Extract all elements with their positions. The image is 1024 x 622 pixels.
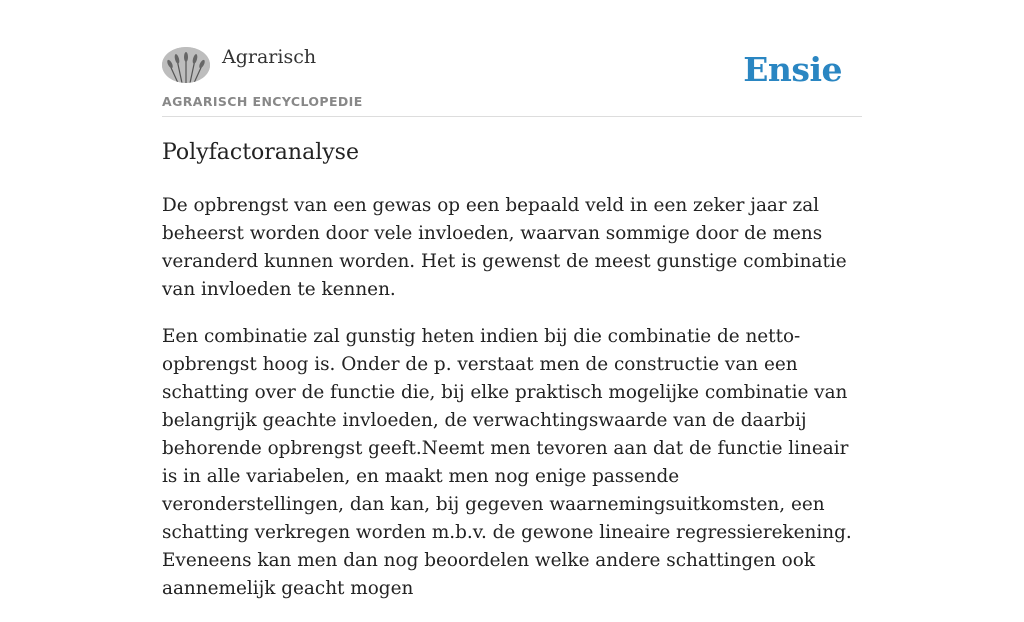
paragraph: De opbrengst van een gewas op een bepaald veld in een zeker jaar zal beheerst worden door vele invloeden, waarvan sommige door de mens veranderd kunnen worden. Het is gewenst de meest gunstige combinatie van invloeden te kennen. [162, 195, 847, 300]
paragraph: Een combinatie zal gunstig heten indien bij die combinatie de netto-opbrengst hoog is. Onder de p. verstaat men de constructie van een schatting over de functie die, bij elke praktisch mogelijke combinatie van belangrijk geachte invloeden, de verwachtingswaarde van de daarbij behorende opbrengst geeft.Neemt men tevoren aan dat de functie lineair is in alle variabelen, en maakt men nog enige passende veronderstellingen, dan kan, bij gegeven waarnemingsuitkomsten, een schatting verkregen worden m.b.v. de gewone lineaire regressierekening. Eveneens kan men dan nog beoordelen welke andere schattingen ook aannemelijk geacht mogen [162, 326, 852, 599]
category-title[interactable]: Agrarisch [222, 46, 317, 68]
wheat-icon[interactable] [162, 47, 210, 83]
header [162, 0, 862, 117]
brand-logo[interactable]: Ensie [743, 50, 842, 89]
encyclopedia-label[interactable]: AGRARISCH ENCYCLOPEDIE [162, 94, 363, 109]
article-title: Polyfactoranalyse [162, 140, 359, 165]
page [162, 0, 862, 599]
article-body [162, 192, 862, 622]
